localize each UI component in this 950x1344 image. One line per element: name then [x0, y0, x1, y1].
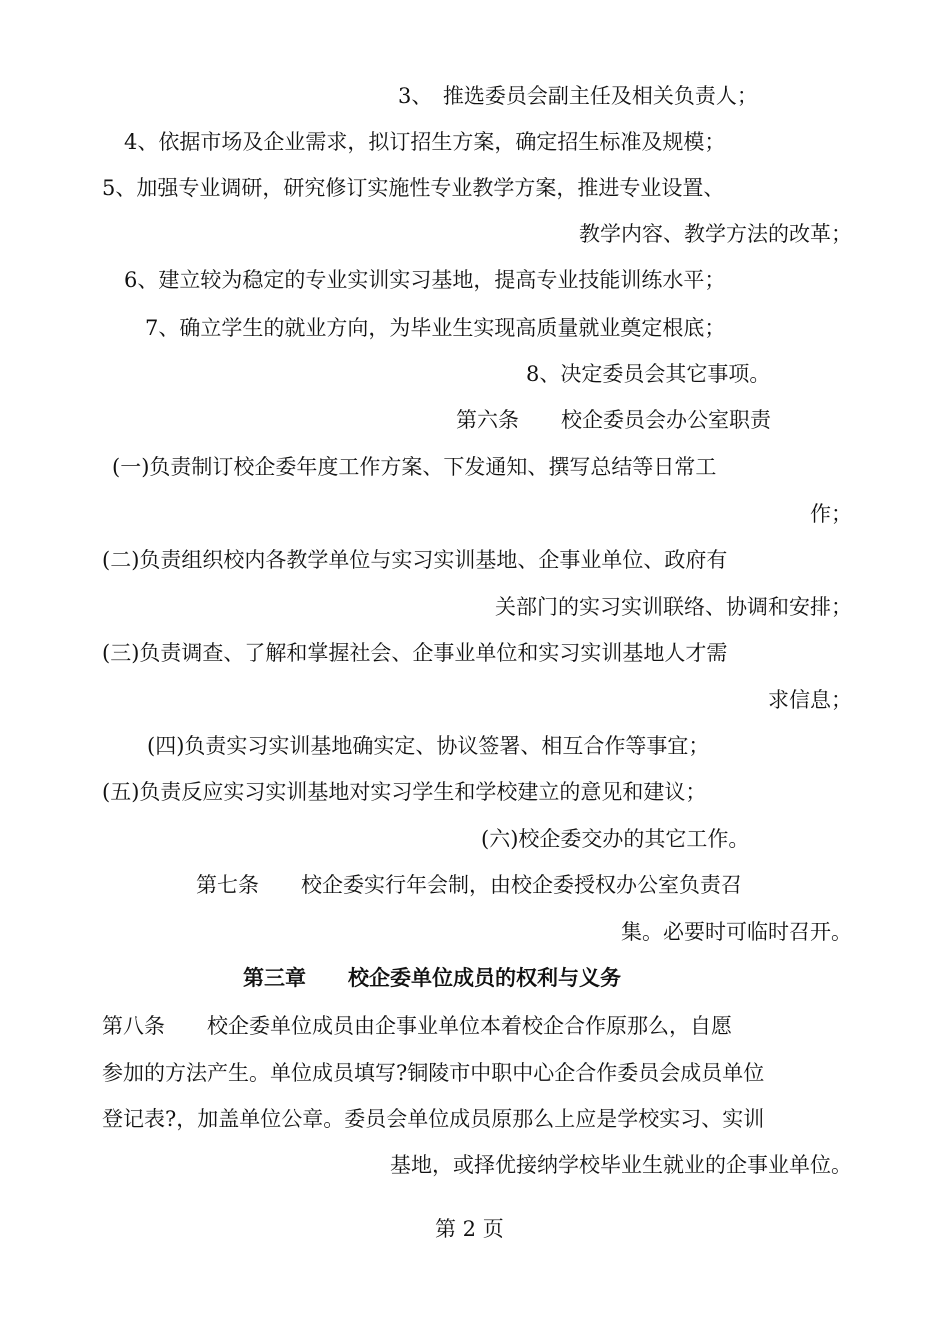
text-line: 基地，或择优接纳学校毕业生就业的企事业单位。 — [390, 1153, 852, 1177]
text-line: 3、 推选委员会副主任及相关负责人； — [398, 84, 758, 108]
text-line: 4、依据市场及企业需求，拟订招生方案，确定招生标准及规模； — [124, 130, 726, 154]
text-line: (四)负责实习实训基地确实定、协议签署、相互合作等事宜； — [147, 734, 710, 758]
text-line: 集。必要时可临时召开。 — [621, 920, 852, 944]
text-line: (五)负责反应实习实训基地对实习学生和学校建立的意见和建议； — [102, 780, 707, 804]
text-line: (一)负责制订校企委年度工作方案、下发通知、撰写总结等日常工 — [112, 455, 717, 479]
article-heading: 第七条 校企委实行年会制，由校企委授权办公室负责召 — [196, 873, 742, 897]
text-line: 教学内容、教学方法的改革； — [579, 222, 852, 246]
text-line: 参加的方法产生。单位成员填写?铜陵市中职中心企合作委员会成员单位 — [102, 1061, 765, 1085]
text-line: 7、确立学生的就业方向，为毕业生实现高质量就业奠定根底； — [145, 316, 726, 340]
text-line: 求信息； — [768, 688, 852, 712]
text-line: 作； — [810, 502, 852, 526]
page-number: 第 2 页 — [435, 1217, 504, 1241]
text-line: 关部门的实习实训联络、协调和安排； — [495, 595, 852, 619]
text-line: 6、建立较为稳定的专业实训实习基地，提高专业技能训练水平； — [124, 268, 726, 292]
text-line: (二)负责组织校内各教学单位与实习实训基地、企事业单位、政府有 — [102, 548, 728, 572]
text-line: (三)负责调查、了解和掌握社会、企事业单位和实习实训基地人才需 — [102, 641, 728, 665]
chapter-heading: 第三章 校企委单位成员的权利与义务 — [243, 966, 621, 990]
text-line: (六)校企委交办的其它工作。 — [481, 827, 750, 851]
text-line: 登记表?，加盖单位公章。委员会单位成员原那么上应是学校实习、实训 — [102, 1107, 765, 1131]
article-heading: 第六条 校企委员会办公室职责 — [456, 408, 771, 432]
text-line: 8、决定委员会其它事项。 — [526, 362, 771, 386]
text-line: 第八条 校企委单位成员由企事业单位本着校企合作原那么，自愿 — [102, 1014, 732, 1038]
text-line: 5、加强专业调研，研究修订实施性专业教学方案，推进专业设置、 — [102, 176, 725, 200]
